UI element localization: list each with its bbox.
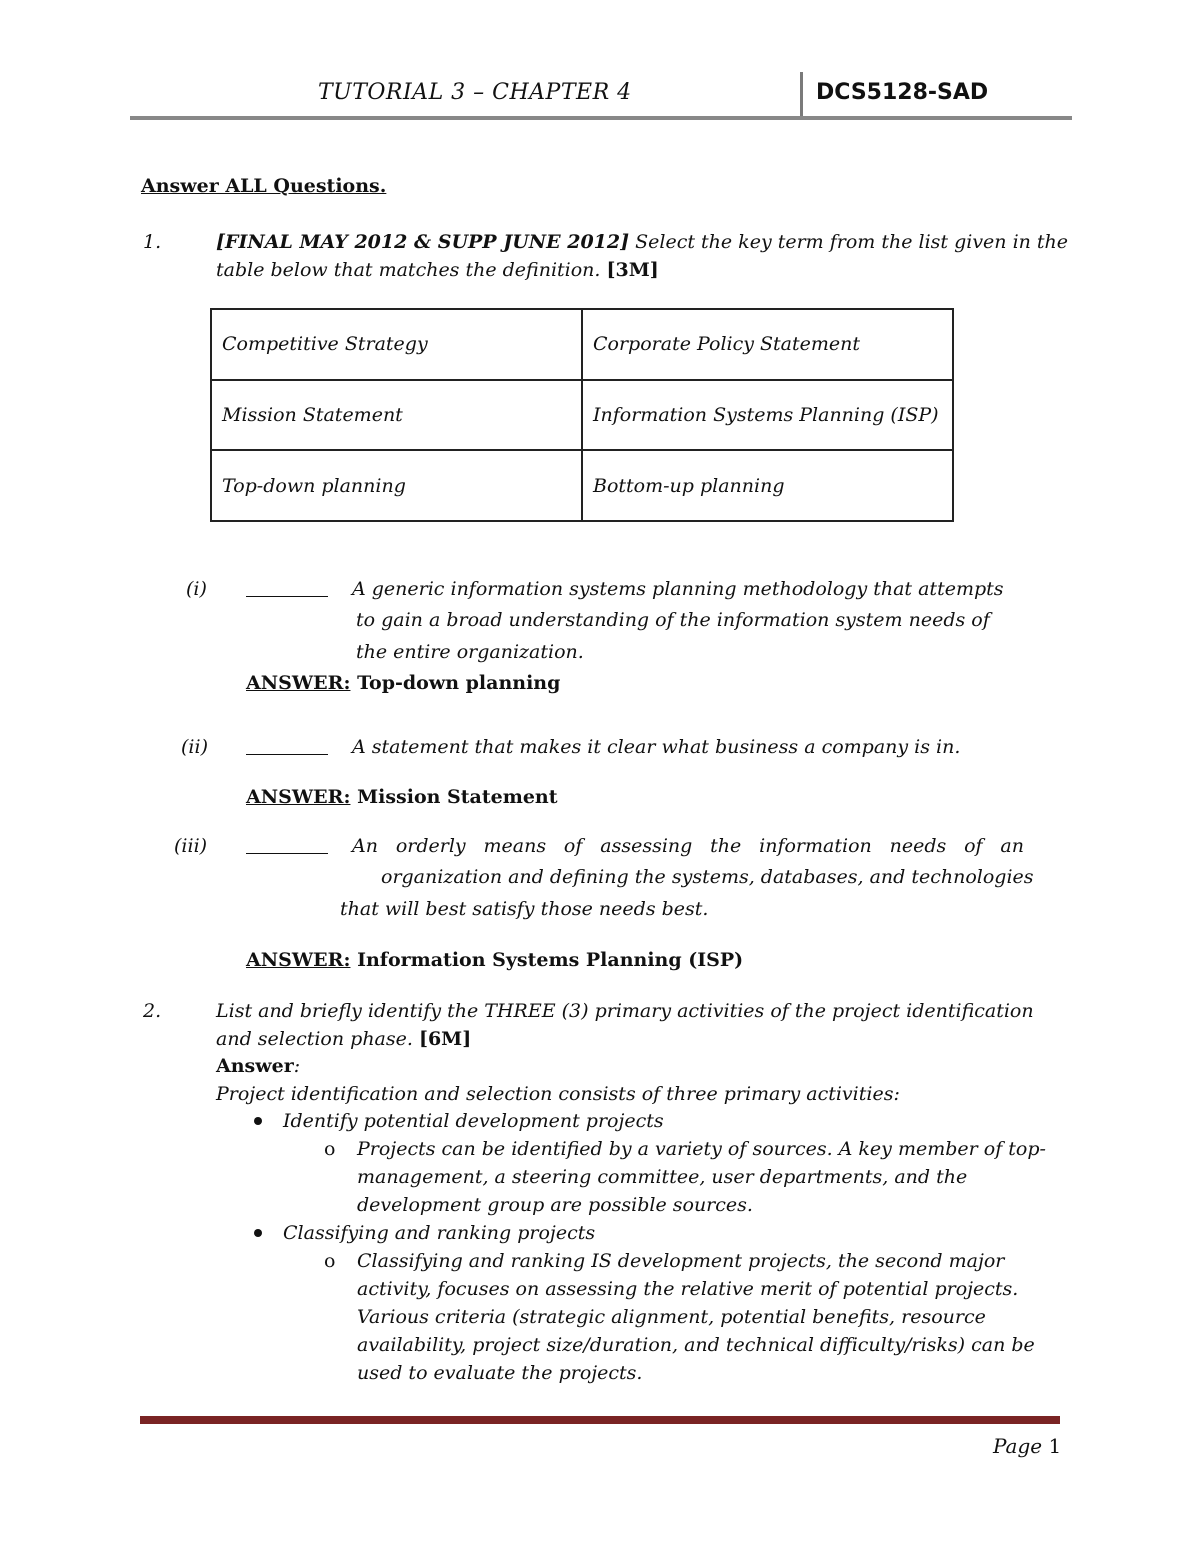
q2-prompt-line2	[216, 1026, 471, 1053]
item-label: (ii)	[181, 736, 208, 758]
sub-bullet-line: Various criteria (strategic alignment, potential benefits, resource	[357, 1306, 986, 1328]
item-label: (iii)	[174, 835, 208, 857]
q2-intro: Project identification and selection consists of three primary activities:	[216, 1083, 900, 1105]
q1-prompt-line2	[216, 257, 659, 284]
instructions: Answer ALL Questions.	[141, 175, 387, 197]
q1-number: 1.	[143, 231, 162, 253]
answer-value: Top-down planning	[350, 672, 561, 694]
sub-bullet-line: Classifying and ranking IS development projects, the second major	[357, 1250, 1005, 1272]
bullet-icon	[254, 1229, 262, 1237]
item-text-line: the entire organization.	[356, 641, 584, 663]
item-text-line: A generic information systems planning methodology that attempts	[352, 578, 1004, 600]
answer-label: ANSWER:	[246, 786, 351, 808]
footer-rule	[140, 1416, 1060, 1424]
sub-bullet-line: used to evaluate the projects.	[357, 1362, 643, 1384]
bullet-title: Classifying and ranking projects	[283, 1222, 596, 1244]
table-row	[211, 450, 953, 521]
q1-prompt-line1	[216, 229, 1068, 256]
header-rule	[130, 116, 1072, 120]
header-divider	[800, 72, 803, 117]
item-text-line: organization and defining the systems, databases, and technologies	[381, 866, 1034, 888]
page-number	[993, 1434, 1061, 1458]
q1-marks: [3M]	[606, 259, 659, 281]
course-code: DCS5128-SAD	[816, 80, 989, 105]
answer-blank	[246, 578, 328, 601]
table-cell: Bottom-up planning	[582, 450, 953, 521]
item-text-line: that will best satisfy those needs best.	[340, 898, 709, 920]
bullet-icon	[254, 1117, 262, 1125]
answer-value: Mission Statement	[350, 786, 558, 808]
item-text-line: An orderly means of assessing the information needs of an	[352, 835, 1024, 857]
sub-bullet-line: Projects can be identified by a variety of sources. A key member of top-	[357, 1138, 1046, 1160]
table-cell: Information Systems Planning (ISP)	[582, 380, 953, 451]
q2-prompt-line1: List and briefly identify the THREE (3) primary activities of the project identification	[216, 1000, 1034, 1022]
table-cell: Mission Statement	[211, 380, 582, 451]
answer-line	[246, 947, 743, 974]
q1-prompt-text: Select the key term from the list given in the	[629, 231, 1069, 253]
sub-bullet-line: availability, project size/duration, and technical difficulty/risks) can be	[357, 1334, 1035, 1356]
answer-blank	[246, 736, 328, 759]
sub-bullet-icon: o	[324, 1250, 336, 1272]
sub-bullet-icon: o	[324, 1138, 336, 1160]
table-cell: Corporate Policy Statement	[582, 309, 953, 380]
item-label: (i)	[186, 578, 207, 600]
table-row	[211, 380, 953, 451]
sub-bullet-line: development group are possible sources.	[357, 1194, 753, 1216]
key-terms-table	[210, 308, 954, 522]
table-row	[211, 309, 953, 380]
bullet-title: Identify potential development projects	[283, 1110, 664, 1132]
page-label: Page	[993, 1434, 1043, 1458]
table-cell: Competitive Strategy	[211, 309, 582, 380]
answer-label: ANSWER:	[246, 672, 351, 694]
answer-colon: :	[293, 1055, 301, 1077]
q2-prompt-text2: and selection phase.	[216, 1028, 419, 1050]
q2-number: 2.	[143, 1000, 162, 1022]
table-cell: Top-down planning	[211, 450, 582, 521]
item-text-line: to gain a broad understanding of the information system needs of	[356, 609, 990, 631]
answer-blank	[246, 835, 328, 858]
q2-marks: [6M]	[418, 1028, 472, 1050]
answer-line	[246, 670, 560, 697]
sub-bullet-line: activity, focuses on assessing the relative merit of potential projects.	[357, 1278, 1019, 1300]
q1-source: [FINAL MAY 2012 & SUPP JUNE 2012]	[216, 231, 630, 253]
answer-value: Information Systems Planning (ISP)	[350, 949, 744, 971]
sub-bullet-line: management, a steering committee, user departments, and the	[357, 1166, 968, 1188]
document-title: TUTORIAL 3 – CHAPTER 4	[318, 80, 632, 105]
q2-answer-heading	[216, 1053, 300, 1080]
answer-line	[246, 784, 558, 811]
q1-prompt-text2: table below that matches the definition.	[216, 259, 607, 281]
item-text-line: A statement that makes it clear what business a company is in.	[352, 736, 961, 758]
answer-label: Answer	[216, 1055, 294, 1077]
answer-label: ANSWER:	[246, 949, 351, 971]
page-number-value: 1	[1048, 1434, 1062, 1458]
